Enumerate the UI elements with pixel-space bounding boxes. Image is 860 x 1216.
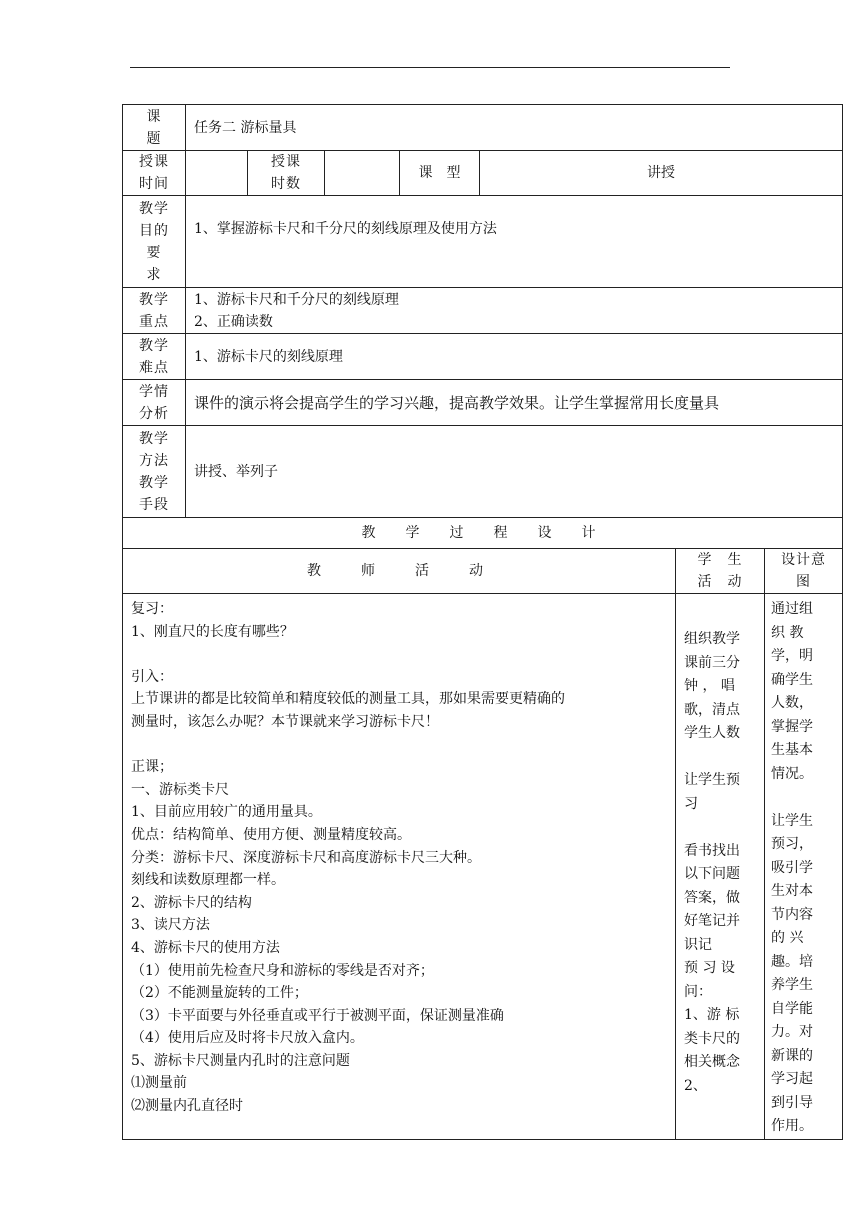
column-header-row — [123, 549, 843, 594]
label-line: 手段 — [139, 496, 169, 513]
label-line: 学情 — [139, 383, 169, 400]
lesson-plan-table — [122, 104, 843, 1140]
student-line: 好笔记并 — [684, 913, 740, 929]
intent-line: 情况。 — [771, 765, 813, 782]
time-value — [186, 151, 248, 196]
student-line: 习 — [684, 795, 698, 812]
teacher-line: 优点：结构简单、使用方便、测量精度较高。 — [131, 826, 411, 843]
col-teacher-header: 教师活动 — [123, 549, 676, 594]
topic-label — [123, 105, 186, 151]
student-line: 识记 — [684, 936, 712, 953]
teacher-line: （4）使用后应及时将卡尺放入盒内。 — [131, 1030, 364, 1047]
teacher-line: 2、游标卡尺的结构 — [131, 894, 252, 911]
label-line: 方法 — [139, 452, 169, 469]
analysis-label — [123, 380, 186, 426]
time-label — [123, 151, 186, 196]
teacher-activity — [123, 594, 676, 1140]
hours-value — [325, 151, 400, 196]
intent-line: 养学生 — [771, 977, 813, 993]
difficulty-label — [123, 334, 186, 380]
topic-value: 任务二 游标量具 — [186, 105, 843, 151]
header-line: 图 — [796, 574, 811, 590]
intent-line: 吸引学 — [771, 859, 813, 876]
teacher-line: 测量时，该怎么办呢？本节课就来学习游标卡尺！ — [131, 713, 439, 730]
intent-line: 掌握学 — [771, 718, 813, 735]
teacher-line — [131, 734, 667, 757]
header-rule — [130, 67, 730, 68]
teacher-line: （2）不能测量旋转的工件； — [131, 985, 308, 1002]
teacher-line: （3）卡平面要与外径垂直或平行于被测平面，保证测量准确 — [131, 1007, 504, 1024]
student-line — [684, 816, 756, 840]
label-line: 求 — [146, 266, 162, 283]
student-line: 1、游 标 — [684, 1007, 740, 1023]
intent-line: 节内容 — [771, 906, 813, 923]
student-line: 相关概念 — [684, 1054, 740, 1070]
key-label — [123, 288, 186, 334]
intent-line: 新课的 — [771, 1047, 813, 1064]
student-line: 2、 — [684, 1077, 707, 1094]
topic-row — [123, 105, 843, 151]
intent-line: 力。对 — [771, 1024, 813, 1040]
process-row — [123, 594, 843, 1140]
label-line: 授课 — [271, 154, 301, 170]
key-value — [186, 288, 843, 334]
label-line: 教学 — [139, 337, 169, 354]
section-title: 教学过程设计 — [123, 518, 843, 549]
teacher-line: 一、游标类卡尺 — [131, 781, 229, 798]
teacher-line: 4、游标卡尺的使用方法 — [131, 939, 280, 956]
teacher-line: 刻线和读数原理都一样。 — [131, 872, 285, 889]
difficulty-value: 1、游标卡尺的刻线原理 — [186, 334, 843, 380]
label-line: 教学 — [139, 291, 169, 308]
intent-line: 让学生 — [771, 812, 813, 829]
teacher-line: 分类：游标卡尺、深度游标卡尺和高度游标卡尺三大种。 — [131, 849, 481, 866]
student-line: 学生人数 — [684, 725, 740, 741]
intent-line: 的 兴 — [771, 930, 804, 946]
label-line: 难点 — [139, 359, 169, 376]
teacher-line: 上节课讲的都是比较简单和精度较低的测量工具，那如果需要更精确的 — [131, 691, 565, 708]
teacher-line: 5、游标卡尺测量内孔时的注意问题 — [131, 1052, 350, 1069]
header-line: 学 生 — [697, 552, 743, 568]
label-line: 教学 — [139, 200, 169, 217]
student-line: 类卡尺的 — [684, 1030, 740, 1047]
teacher-line: 引入： — [131, 668, 173, 685]
difficulty-row — [123, 334, 843, 380]
intent-line: 确学生 — [771, 671, 813, 688]
intent-line — [771, 786, 836, 810]
teacher-line — [131, 643, 667, 666]
analysis-value: 课件的演示将会提高学生的学习兴趣，提高教学效果。让学生掌握常用长度量具 — [186, 380, 843, 426]
student-line: 以下问题 — [684, 866, 740, 882]
label-line: 教学 — [139, 430, 169, 447]
teacher-line: 复习： — [131, 601, 173, 617]
intent-line: 生基本 — [771, 742, 813, 758]
goal-value: 1、掌握游标卡尺和千分尺的刻线原理及使用方法 — [186, 196, 843, 288]
student-line: 组织教学 — [684, 631, 740, 647]
header-line: 设计意 — [781, 552, 826, 568]
student-line — [684, 746, 756, 770]
header-line: 活 动 — [697, 574, 743, 590]
intent-line: 人数， — [771, 695, 813, 711]
student-line: 歌，清点 — [684, 701, 740, 718]
key-line: 2、正确读数 — [194, 313, 273, 330]
intent-line: 通过组 — [771, 601, 813, 617]
time-row — [123, 151, 843, 196]
intent-line: 到引导 — [771, 1094, 813, 1111]
student-line: 预 习 设 — [684, 960, 735, 976]
col-intent-header — [765, 549, 843, 594]
teacher-line: 1、目前应用较广的通用量具。 — [131, 804, 322, 821]
label-line: 课 — [146, 108, 162, 125]
student-line: 看书找出 — [684, 842, 740, 859]
student-line: 钟 ， 唱 — [684, 678, 735, 694]
student-activity — [676, 594, 765, 1140]
intent-line: 学，明 — [771, 648, 813, 664]
intent-line: 生对本 — [771, 883, 813, 899]
label-line: 目的 — [139, 222, 169, 239]
type-value: 讲授 — [480, 151, 843, 196]
hours-label — [248, 151, 325, 196]
intent-line: 预习， — [771, 836, 813, 852]
analysis-row — [123, 380, 843, 426]
student-line: 问： — [684, 983, 712, 1000]
section-title-row — [123, 518, 843, 549]
teacher-line: ⑵测量内孔直径时 — [131, 1098, 243, 1115]
intent-line: 作用。 — [771, 1118, 813, 1134]
label-line: 教学 — [139, 474, 169, 491]
label-line: 时数 — [271, 176, 301, 192]
teacher-line: ⑴测量前 — [131, 1075, 187, 1092]
key-row — [123, 288, 843, 334]
method-value: 讲授、举列子 — [186, 426, 843, 518]
teacher-line: 1、刚直尺的长度有哪些？ — [131, 623, 294, 640]
col-student-header — [676, 549, 765, 594]
teacher-line: 3、读尺方法 — [131, 917, 210, 934]
method-row — [123, 426, 843, 518]
label-line: 题 — [146, 130, 162, 147]
method-label — [123, 426, 186, 518]
key-line: 1、游标卡尺和千分尺的刻线原理 — [194, 291, 399, 308]
student-line: 答案，做 — [684, 889, 740, 906]
student-line: 让学生预 — [684, 772, 740, 788]
label-line: 重点 — [139, 313, 169, 330]
intent-line: 学习起 — [771, 1071, 813, 1087]
label-line: 分析 — [139, 405, 169, 422]
label-line: 要 — [146, 244, 162, 261]
teacher-line: （1）使用前先检查尺身和游标的零线是否对齐； — [131, 962, 434, 979]
label-line: 时间 — [139, 176, 169, 192]
intent-line: 自学能 — [771, 1000, 813, 1017]
teacher-line: 正课； — [131, 759, 173, 776]
goal-row — [123, 196, 843, 288]
design-intent — [765, 594, 843, 1140]
student-line: 课前三分 — [684, 654, 740, 671]
intent-line: 趣。培 — [771, 953, 813, 970]
label-line: 授课 — [139, 154, 169, 170]
intent-line: 织 教 — [771, 624, 804, 641]
goal-label — [123, 196, 186, 288]
type-label: 课 型 — [400, 151, 480, 196]
